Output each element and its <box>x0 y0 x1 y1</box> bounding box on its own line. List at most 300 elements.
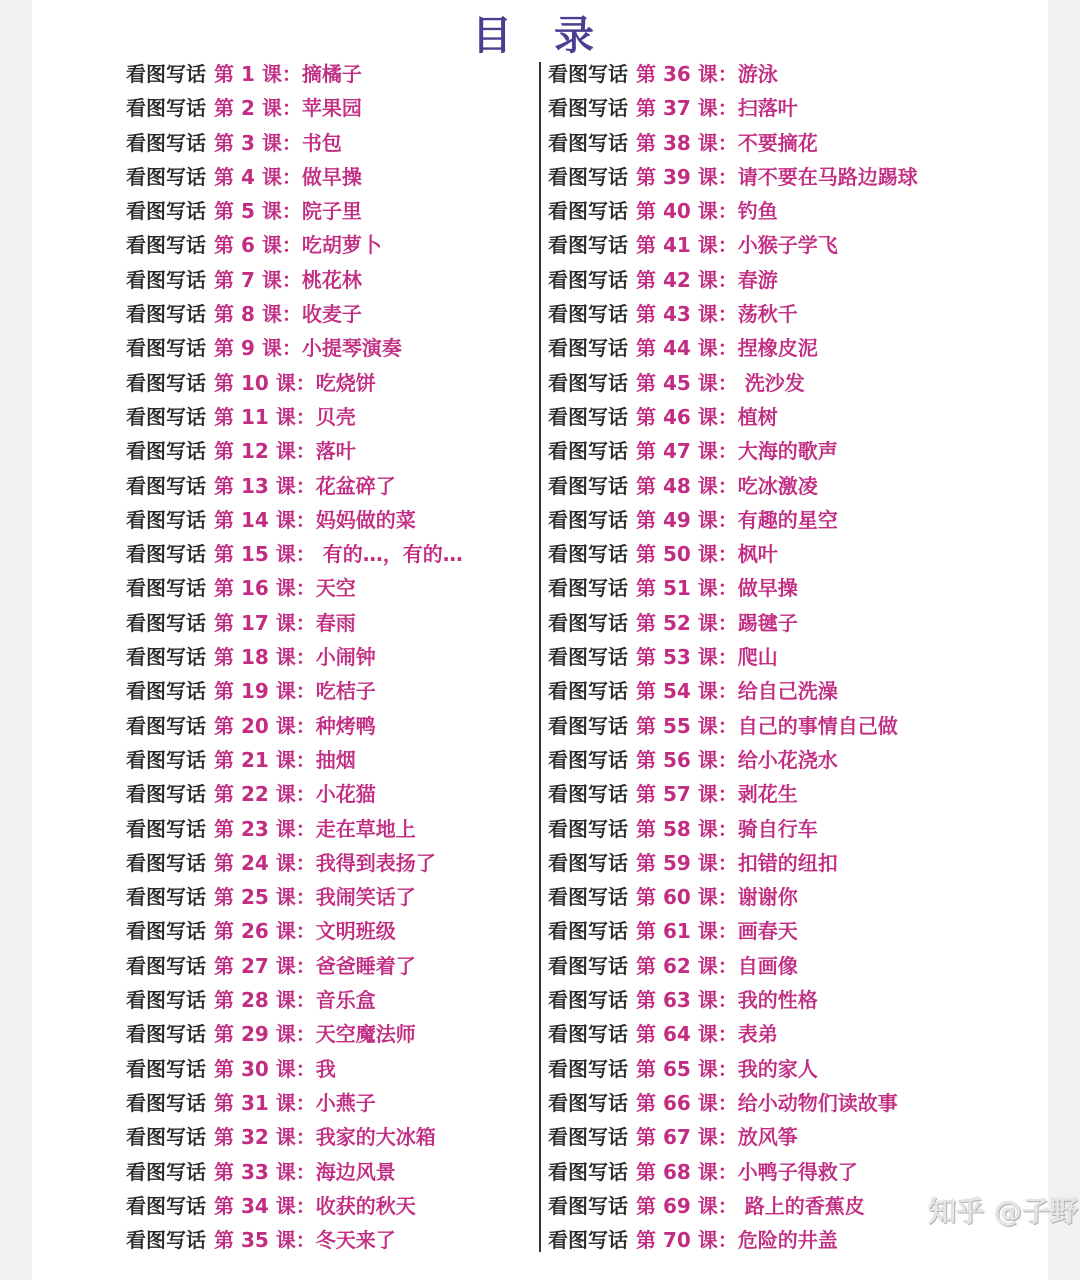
page-title: 目 录 <box>472 13 608 59</box>
entry-lesson-number: 第 28 课 <box>214 988 296 1013</box>
toc-entry <box>548 331 918 365</box>
toc-entry <box>548 880 918 914</box>
entry-separator: ： <box>281 96 302 121</box>
entry-prefix: 看图写话 <box>126 713 206 738</box>
entry-prefix: 看图写话 <box>126 679 206 704</box>
entry-prefix: 看图写话 <box>126 1022 206 1047</box>
entry-lesson-title: 种烤鸭 <box>315 713 376 738</box>
entry-prefix: 看图写话 <box>548 816 628 841</box>
entry-separator: ： <box>717 439 738 464</box>
entry-separator: ： <box>717 953 738 978</box>
entry-lesson-number: 第 32 课 <box>214 1125 296 1150</box>
entry-separator: ： <box>717 302 738 327</box>
toc-entry <box>126 571 463 605</box>
entry-prefix: 看图写话 <box>548 1125 628 1150</box>
entry-lesson-title: 荡秋千 <box>737 302 798 327</box>
entry-lesson-title: 给小花浇水 <box>737 747 838 772</box>
toc-entry <box>548 537 918 571</box>
entry-prefix: 看图写话 <box>126 507 206 532</box>
toc-entry <box>548 469 918 503</box>
entry-lesson-title: 天空魔法师 <box>315 1022 416 1047</box>
toc-entry <box>126 160 463 194</box>
entry-lesson-number: 第 45 课 <box>636 370 718 395</box>
entry-lesson-number: 第 10 课 <box>214 370 296 395</box>
entry-prefix: 看图写话 <box>548 336 628 361</box>
entry-separator: ： <box>717 62 738 86</box>
entry-lesson-number: 第 31 课 <box>214 1090 296 1115</box>
entry-lesson-number: 第 4 课 <box>214 164 282 189</box>
toc-entry <box>126 674 463 708</box>
entry-prefix: 看图写话 <box>126 439 206 464</box>
entry-separator: ： <box>281 199 302 224</box>
entry-prefix: 看图写话 <box>548 885 628 910</box>
entry-separator: ： <box>295 439 316 464</box>
entry-lesson-title: 踢毽子 <box>737 610 798 635</box>
entry-lesson-title: 有的…，有的… <box>315 542 463 567</box>
toc-entry <box>126 537 463 571</box>
entry-prefix: 看图写话 <box>548 439 628 464</box>
entry-lesson-title: 天空 <box>315 576 356 601</box>
entry-prefix: 看图写话 <box>548 576 628 601</box>
entry-separator: ： <box>717 542 738 567</box>
entry-prefix: 看图写话 <box>548 645 628 670</box>
entry-lesson-title: 给小动物们读故事 <box>737 1090 898 1115</box>
entry-separator: ： <box>717 1193 738 1218</box>
toc-entry <box>126 57 463 91</box>
entry-separator: ： <box>717 919 738 944</box>
entry-separator: ： <box>295 1022 316 1047</box>
entry-prefix: 看图写话 <box>548 713 628 738</box>
toc-entry <box>126 469 463 503</box>
entry-prefix: 看图写话 <box>548 1056 628 1081</box>
entry-separator: ： <box>295 610 316 635</box>
entry-separator: ： <box>295 1056 316 1081</box>
entry-lesson-title: 小闹钟 <box>315 645 376 670</box>
entry-prefix: 看图写话 <box>548 370 628 395</box>
entry-lesson-title: 谢谢你 <box>737 885 798 910</box>
entry-separator: ： <box>295 542 316 567</box>
entry-prefix: 看图写话 <box>126 1090 206 1115</box>
entry-lesson-title: 表弟 <box>737 1022 778 1047</box>
entry-separator: ： <box>295 404 316 429</box>
entry-prefix: 看图写话 <box>126 164 206 189</box>
entry-prefix: 看图写话 <box>548 1228 628 1253</box>
toc-entry <box>548 434 918 468</box>
entry-lesson-number: 第 34 课 <box>214 1193 296 1218</box>
entry-lesson-number: 第 58 课 <box>636 816 718 841</box>
toc-entry <box>126 1155 463 1189</box>
entry-prefix: 看图写话 <box>126 1228 206 1253</box>
entry-separator: ： <box>717 1228 738 1253</box>
entry-prefix: 看图写话 <box>548 1090 628 1115</box>
toc-right-column <box>548 57 918 1257</box>
entry-lesson-number: 第 54 课 <box>636 679 718 704</box>
entry-lesson-title: 小提琴演奏 <box>301 336 402 361</box>
entry-lesson-number: 第 37 课 <box>636 96 718 121</box>
entry-lesson-number: 第 11 课 <box>214 404 296 429</box>
toc-entry <box>548 571 918 605</box>
entry-separator: ： <box>281 62 302 86</box>
entry-lesson-title: 院子里 <box>301 199 362 224</box>
entry-separator: ： <box>717 645 738 670</box>
entry-separator: ： <box>717 199 738 224</box>
entry-lesson-title: 做早操 <box>737 576 798 601</box>
entry-lesson-title: 请不要在马路边踢球 <box>737 164 918 189</box>
entry-prefix: 看图写话 <box>126 1056 206 1081</box>
toc-entry <box>548 983 918 1017</box>
entry-separator: ： <box>717 782 738 807</box>
document-page <box>32 0 1048 1280</box>
entry-lesson-title: 小猴子学飞 <box>737 233 838 258</box>
entry-lesson-title: 春雨 <box>315 610 356 635</box>
entry-separator: ： <box>295 816 316 841</box>
entry-lesson-number: 第 56 课 <box>636 747 718 772</box>
entry-lesson-number: 第 57 课 <box>636 782 718 807</box>
entry-separator: ： <box>717 473 738 498</box>
entry-lesson-title: 落叶 <box>315 439 356 464</box>
entry-lesson-number: 第 36 课 <box>636 62 718 86</box>
entry-lesson-title: 我 <box>315 1056 336 1081</box>
toc-entry <box>548 1223 918 1257</box>
column-divider <box>539 62 541 1252</box>
toc-entry <box>548 777 918 811</box>
toc-entry <box>548 640 918 674</box>
entry-lesson-number: 第 6 课 <box>214 233 282 258</box>
entry-lesson-number: 第 16 课 <box>214 576 296 601</box>
entry-lesson-title: 吃烧饼 <box>315 370 376 395</box>
entry-separator: ： <box>295 919 316 944</box>
entry-separator: ： <box>717 233 738 258</box>
entry-lesson-number: 第 63 课 <box>636 988 718 1013</box>
entry-lesson-number: 第 5 课 <box>214 199 282 224</box>
entry-lesson-number: 第 70 课 <box>636 1228 718 1253</box>
entry-separator: ： <box>717 164 738 189</box>
entry-lesson-title: 自画像 <box>737 953 798 978</box>
toc-entry <box>126 1189 463 1223</box>
entry-separator: ： <box>717 404 738 429</box>
entry-lesson-number: 第 43 课 <box>636 302 718 327</box>
entry-lesson-title: 抽烟 <box>315 747 356 772</box>
entry-prefix: 看图写话 <box>548 610 628 635</box>
toc-entry <box>126 126 463 160</box>
toc-entry <box>126 1086 463 1120</box>
toc-entry <box>126 503 463 537</box>
entry-prefix: 看图写话 <box>126 1193 206 1218</box>
toc-entry <box>126 880 463 914</box>
entry-separator: ： <box>295 1228 316 1253</box>
toc-entry <box>126 1052 463 1086</box>
entry-lesson-number: 第 62 课 <box>636 953 718 978</box>
entry-prefix: 看图写话 <box>548 1193 628 1218</box>
toc-entry <box>126 812 463 846</box>
entry-prefix: 看图写话 <box>548 130 628 155</box>
toc-entry <box>548 1189 918 1223</box>
toc-entry <box>126 434 463 468</box>
entry-separator: ： <box>281 267 302 292</box>
entry-lesson-title: 放风筝 <box>737 1125 798 1150</box>
entry-lesson-title: 吃胡萝卜 <box>301 233 382 258</box>
entry-lesson-number: 第 38 课 <box>636 130 718 155</box>
entry-lesson-title: 自己的事情自己做 <box>737 713 898 738</box>
entry-lesson-number: 第 59 课 <box>636 850 718 875</box>
toc-entry <box>548 674 918 708</box>
toc-entry <box>548 297 918 331</box>
entry-lesson-number: 第 2 课 <box>214 96 282 121</box>
toc-entry <box>548 606 918 640</box>
entry-lesson-number: 第 60 课 <box>636 885 718 910</box>
entry-separator: ： <box>717 679 738 704</box>
entry-lesson-number: 第 46 课 <box>636 404 718 429</box>
entry-separator: ： <box>295 953 316 978</box>
entry-lesson-number: 第 47 课 <box>636 439 718 464</box>
entry-prefix: 看图写话 <box>126 1125 206 1150</box>
entry-lesson-number: 第 1 课 <box>214 62 282 86</box>
entry-lesson-title: 扫落叶 <box>737 96 798 121</box>
toc-entry <box>548 126 918 160</box>
entry-separator: ： <box>717 1159 738 1184</box>
toc-entry <box>126 1017 463 1051</box>
entry-lesson-title: 我得到表扬了 <box>315 850 436 875</box>
entry-lesson-title: 春游 <box>737 267 778 292</box>
entry-lesson-number: 第 7 课 <box>214 267 282 292</box>
entry-separator: ： <box>717 610 738 635</box>
toc-entry <box>548 812 918 846</box>
toc-entry <box>126 194 463 228</box>
entry-lesson-title: 吃桔子 <box>315 679 376 704</box>
entry-lesson-number: 第 49 课 <box>636 507 718 532</box>
entry-lesson-number: 第 3 课 <box>214 130 282 155</box>
entry-lesson-title: 收麦子 <box>301 302 362 327</box>
entry-lesson-number: 第 14 课 <box>214 507 296 532</box>
entry-separator: ： <box>717 267 738 292</box>
entry-lesson-title: 游泳 <box>737 62 778 86</box>
toc-entry <box>126 1223 463 1257</box>
entry-lesson-number: 第 51 课 <box>636 576 718 601</box>
entry-prefix: 看图写话 <box>126 62 206 86</box>
entry-prefix: 看图写话 <box>548 199 628 224</box>
entry-separator: ： <box>295 679 316 704</box>
entry-prefix: 看图写话 <box>126 302 206 327</box>
entry-prefix: 看图写话 <box>548 473 628 498</box>
entry-prefix: 看图写话 <box>126 404 206 429</box>
entry-separator: ： <box>717 988 738 1013</box>
entry-lesson-title: 苹果园 <box>301 96 362 121</box>
toc-entry <box>126 777 463 811</box>
entry-separator: ： <box>717 1056 738 1081</box>
entry-lesson-number: 第 68 课 <box>636 1159 718 1184</box>
entry-separator: ： <box>717 713 738 738</box>
entry-lesson-title: 骑自行车 <box>737 816 818 841</box>
toc-entry <box>548 1120 918 1154</box>
entry-separator: ： <box>295 850 316 875</box>
entry-lesson-number: 第 41 课 <box>636 233 718 258</box>
entry-prefix: 看图写话 <box>126 267 206 292</box>
entry-separator: ： <box>295 473 316 498</box>
entry-lesson-title: 小燕子 <box>315 1090 376 1115</box>
toc-entry <box>126 331 463 365</box>
entry-prefix: 看图写话 <box>548 988 628 1013</box>
toc-entry <box>548 228 918 262</box>
entry-separator: ： <box>281 130 302 155</box>
entry-prefix: 看图写话 <box>548 404 628 429</box>
toc-entry <box>548 91 918 125</box>
entry-prefix: 看图写话 <box>548 542 628 567</box>
entry-prefix: 看图写话 <box>548 850 628 875</box>
entry-prefix: 看图写话 <box>548 919 628 944</box>
toc-entry <box>126 228 463 262</box>
entry-lesson-number: 第 30 课 <box>214 1056 296 1081</box>
entry-separator: ： <box>717 576 738 601</box>
toc-entry <box>126 91 463 125</box>
toc-entry <box>548 743 918 777</box>
entry-prefix: 看图写话 <box>126 747 206 772</box>
toc-entry <box>126 949 463 983</box>
entry-separator: ： <box>717 507 738 532</box>
entry-separator: ： <box>717 96 738 121</box>
entry-lesson-title: 收获的秋天 <box>315 1193 416 1218</box>
entry-lesson-number: 第 27 课 <box>214 953 296 978</box>
entry-separator: ： <box>281 302 302 327</box>
entry-lesson-title: 花盆碎了 <box>315 473 396 498</box>
entry-lesson-number: 第 42 课 <box>636 267 718 292</box>
entry-lesson-title: 妈妈做的菜 <box>315 507 416 532</box>
entry-separator: ： <box>717 1125 738 1150</box>
entry-separator: ： <box>717 850 738 875</box>
entry-lesson-number: 第 33 课 <box>214 1159 296 1184</box>
toc-entry <box>548 366 918 400</box>
entry-prefix: 看图写话 <box>548 679 628 704</box>
watermark: 知乎 @子野 <box>928 1195 1078 1228</box>
toc-entry <box>126 914 463 948</box>
entry-prefix: 看图写话 <box>126 953 206 978</box>
entry-lesson-number: 第 66 课 <box>636 1090 718 1115</box>
entry-prefix: 看图写话 <box>126 336 206 361</box>
entry-separator: ： <box>717 816 738 841</box>
entry-lesson-title: 危险的井盖 <box>737 1228 838 1253</box>
entry-lesson-title: 不要摘花 <box>737 130 818 155</box>
toc-entry <box>548 503 918 537</box>
entry-lesson-number: 第 22 课 <box>214 782 296 807</box>
entry-lesson-title: 贝壳 <box>315 404 356 429</box>
entry-lesson-number: 第 40 课 <box>636 199 718 224</box>
entry-lesson-title: 我的性格 <box>737 988 818 1013</box>
entry-prefix: 看图写话 <box>126 610 206 635</box>
entry-separator: ： <box>295 1090 316 1115</box>
toc-entry <box>548 949 918 983</box>
entry-separator: ： <box>295 645 316 670</box>
entry-lesson-title: 我的家人 <box>737 1056 818 1081</box>
entry-prefix: 看图写话 <box>548 233 628 258</box>
entry-separator: ： <box>295 988 316 1013</box>
toc-entry <box>126 846 463 880</box>
entry-separator: ： <box>295 713 316 738</box>
entry-prefix: 看图写话 <box>126 816 206 841</box>
entry-lesson-title: 扣错的纽扣 <box>737 850 838 875</box>
entry-prefix: 看图写话 <box>548 267 628 292</box>
toc-entry <box>126 743 463 777</box>
entry-lesson-number: 第 21 课 <box>214 747 296 772</box>
entry-lesson-number: 第 13 课 <box>214 473 296 498</box>
entry-lesson-number: 第 69 课 <box>636 1193 718 1218</box>
toc-entry <box>126 709 463 743</box>
entry-prefix: 看图写话 <box>126 96 206 121</box>
entry-lesson-title: 路上的香蕉皮 <box>737 1193 865 1218</box>
entry-lesson-title: 爬山 <box>737 645 778 670</box>
entry-lesson-title: 画春天 <box>737 919 798 944</box>
toc-entry <box>548 263 918 297</box>
entry-prefix: 看图写话 <box>126 645 206 670</box>
entry-prefix: 看图写话 <box>548 782 628 807</box>
entry-prefix: 看图写话 <box>126 576 206 601</box>
entry-lesson-number: 第 67 课 <box>636 1125 718 1150</box>
entry-lesson-title: 文明班级 <box>315 919 396 944</box>
entry-lesson-number: 第 35 课 <box>214 1228 296 1253</box>
entry-lesson-number: 第 8 课 <box>214 302 282 327</box>
entry-prefix: 看图写话 <box>126 199 206 224</box>
toc-entry <box>548 1052 918 1086</box>
entry-lesson-number: 第 20 课 <box>214 713 296 738</box>
entry-prefix: 看图写话 <box>548 747 628 772</box>
entry-lesson-title: 桃花林 <box>301 267 362 292</box>
entry-lesson-number: 第 39 课 <box>636 164 718 189</box>
entry-prefix: 看图写话 <box>126 542 206 567</box>
entry-prefix: 看图写话 <box>126 782 206 807</box>
entry-separator: ： <box>717 370 738 395</box>
toc-entry <box>126 366 463 400</box>
entry-lesson-number: 第 24 课 <box>214 850 296 875</box>
entry-lesson-title: 爸爸睡着了 <box>315 953 416 978</box>
entry-lesson-title: 洗沙发 <box>737 370 805 395</box>
entry-prefix: 看图写话 <box>126 988 206 1013</box>
entry-prefix: 看图写话 <box>548 1022 628 1047</box>
entry-separator: ： <box>281 164 302 189</box>
entry-separator: ： <box>717 1022 738 1047</box>
toc-entry <box>548 1017 918 1051</box>
toc-entry <box>548 400 918 434</box>
entry-separator: ： <box>717 336 738 361</box>
toc-entry <box>548 846 918 880</box>
entry-separator: ： <box>717 885 738 910</box>
entry-lesson-title: 植树 <box>737 404 778 429</box>
entry-lesson-number: 第 9 课 <box>214 336 282 361</box>
entry-lesson-title: 大海的歌声 <box>737 439 838 464</box>
entry-lesson-number: 第 61 课 <box>636 919 718 944</box>
entry-lesson-title: 吃冰激凌 <box>737 473 818 498</box>
entry-lesson-title: 摘橘子 <box>301 62 362 86</box>
entry-lesson-title: 枫叶 <box>737 542 778 567</box>
entry-lesson-number: 第 29 课 <box>214 1022 296 1047</box>
entry-prefix: 看图写话 <box>548 302 628 327</box>
entry-lesson-number: 第 18 课 <box>214 645 296 670</box>
entry-lesson-number: 第 53 课 <box>636 645 718 670</box>
entry-lesson-title: 有趣的星空 <box>737 507 838 532</box>
entry-separator: ： <box>281 233 302 258</box>
entry-separator: ： <box>295 885 316 910</box>
toc-left-column <box>126 57 463 1257</box>
entry-prefix: 看图写话 <box>126 473 206 498</box>
entry-separator: ： <box>295 1125 316 1150</box>
entry-lesson-number: 第 44 课 <box>636 336 718 361</box>
entry-lesson-number: 第 55 课 <box>636 713 718 738</box>
entry-lesson-title: 做早操 <box>301 164 362 189</box>
toc-entry <box>548 57 918 91</box>
entry-lesson-title: 剥花生 <box>737 782 798 807</box>
entry-lesson-title: 捏橡皮泥 <box>737 336 818 361</box>
entry-prefix: 看图写话 <box>548 1159 628 1184</box>
entry-separator: ： <box>295 747 316 772</box>
entry-lesson-number: 第 25 课 <box>214 885 296 910</box>
entry-lesson-title: 我闹笑话了 <box>315 885 416 910</box>
